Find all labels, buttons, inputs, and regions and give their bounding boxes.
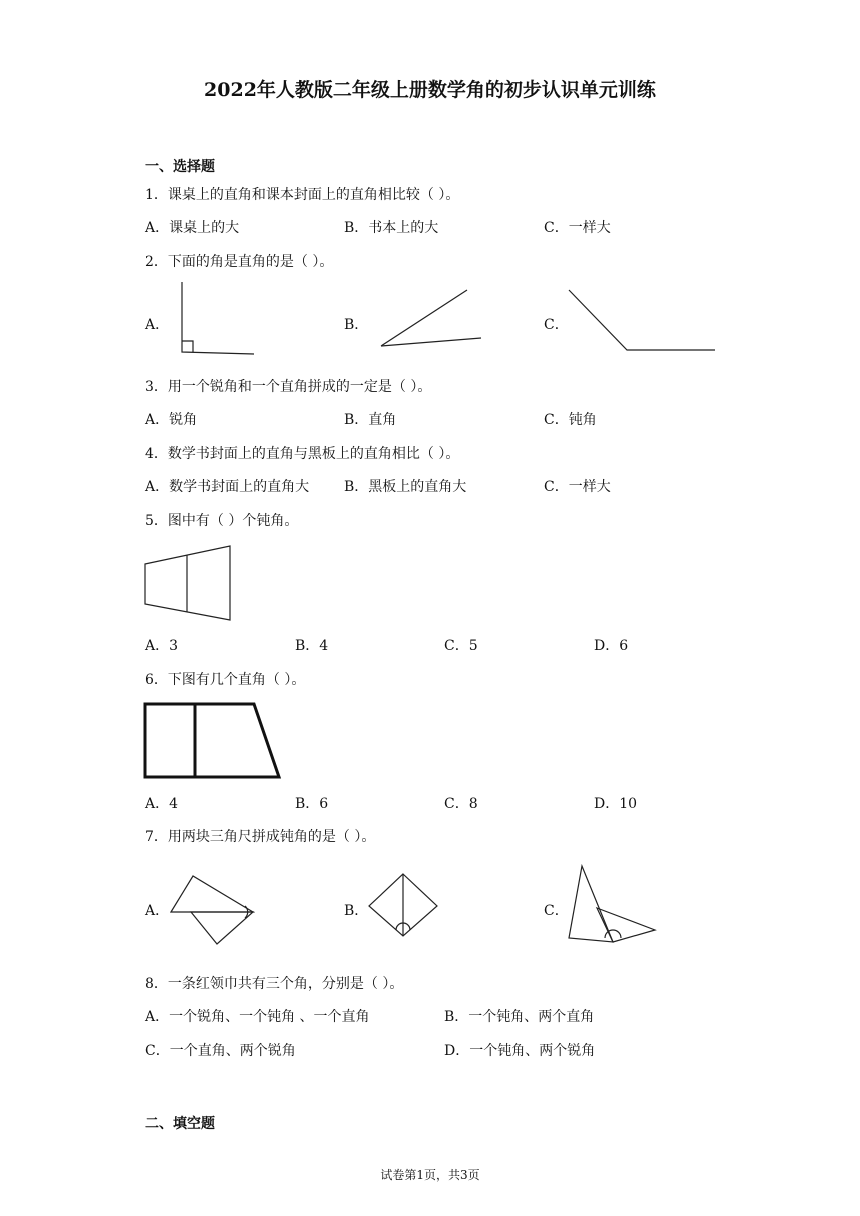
- page-footer: 试卷第1页，共3页: [380, 1168, 480, 1182]
- question-6-stem: 6．下图有几个直角（ ）。: [145, 672, 306, 688]
- question-7-stem: 7．用两块三角尺拼成钝角的是（ ）。: [145, 829, 376, 845]
- set-squares-figure-b: [365, 870, 441, 940]
- question-3-option-c: C．钝角: [544, 412, 597, 428]
- trapezoid-split-figure: [140, 542, 236, 624]
- question-3-option-b: B．直角: [344, 412, 397, 428]
- right-trapezoid-figure: [140, 700, 285, 782]
- question-6-option-d: D．10: [594, 796, 638, 812]
- question-6-option-c: C．8: [444, 796, 478, 812]
- question-6-option-a: A．4: [145, 796, 179, 812]
- question-6-option-b: B．6: [295, 796, 329, 812]
- obtuse-angle-figure: [565, 286, 720, 354]
- question-8-option-d: D．一个钝角、两个锐角: [444, 1043, 596, 1059]
- question-5-option-d: D．6: [594, 638, 629, 654]
- question-1-option-a: A．课桌上的大: [145, 220, 240, 236]
- question-1-option-b: B．书本上的大: [344, 220, 439, 236]
- question-7-option-a: A．: [145, 903, 170, 919]
- question-3-option-a: A．锐角: [145, 412, 198, 428]
- question-8-option-a: A．一个锐角、一个钝角 、一个直角: [145, 1009, 370, 1025]
- question-1-option-c: C．一样大: [544, 220, 611, 236]
- question-5-option-b: B．4: [295, 638, 329, 654]
- question-8-stem: 8．一条红领巾共有三个角，分别是（ ）。: [145, 976, 404, 992]
- question-1-stem: 1．课桌上的直角和课本封面上的直角相比较（ ）。: [145, 187, 460, 203]
- question-5-stem: 5．图中有（ ）个钝角。: [145, 513, 299, 529]
- question-4-option-a: A．数学书封面上的直角大: [145, 479, 310, 495]
- question-5-option-a: A．3: [145, 638, 179, 654]
- question-5-option-c: C．5: [444, 638, 478, 654]
- section-heading-choice: 一、选择题: [145, 159, 215, 175]
- right-angle-figure: [170, 280, 260, 358]
- acute-angle-figure: [375, 286, 485, 352]
- set-squares-figure-a: [165, 868, 260, 948]
- question-8-option-b: B．一个钝角、两个直角: [444, 1009, 595, 1025]
- question-4-stem: 4．数学书封面上的直角与黑板上的直角相比（ ）。: [145, 446, 460, 462]
- question-2-option-c: C．: [544, 317, 569, 333]
- question-7-option-c: C．: [544, 903, 569, 919]
- question-4-option-b: B．黑板上的直角大: [344, 479, 467, 495]
- question-4-option-c: C．一样大: [544, 479, 611, 495]
- set-squares-figure-c: [565, 862, 660, 948]
- question-8-option-c: C．一个直角、两个锐角: [145, 1043, 296, 1059]
- question-2-option-b: B．: [344, 317, 369, 333]
- question-3-stem: 3．用一个锐角和一个直角拼成的一定是（ ）。: [145, 379, 432, 395]
- question-2-option-a: A．: [145, 317, 170, 333]
- page-title: 2022年人教版二年级上册数学角的初步认识单元训练: [204, 79, 656, 101]
- question-2-stem: 2．下面的角是直角的是（ ）。: [145, 254, 334, 270]
- question-7-option-b: B．: [344, 903, 369, 919]
- section-heading-fill: 二、填空题: [145, 1116, 215, 1132]
